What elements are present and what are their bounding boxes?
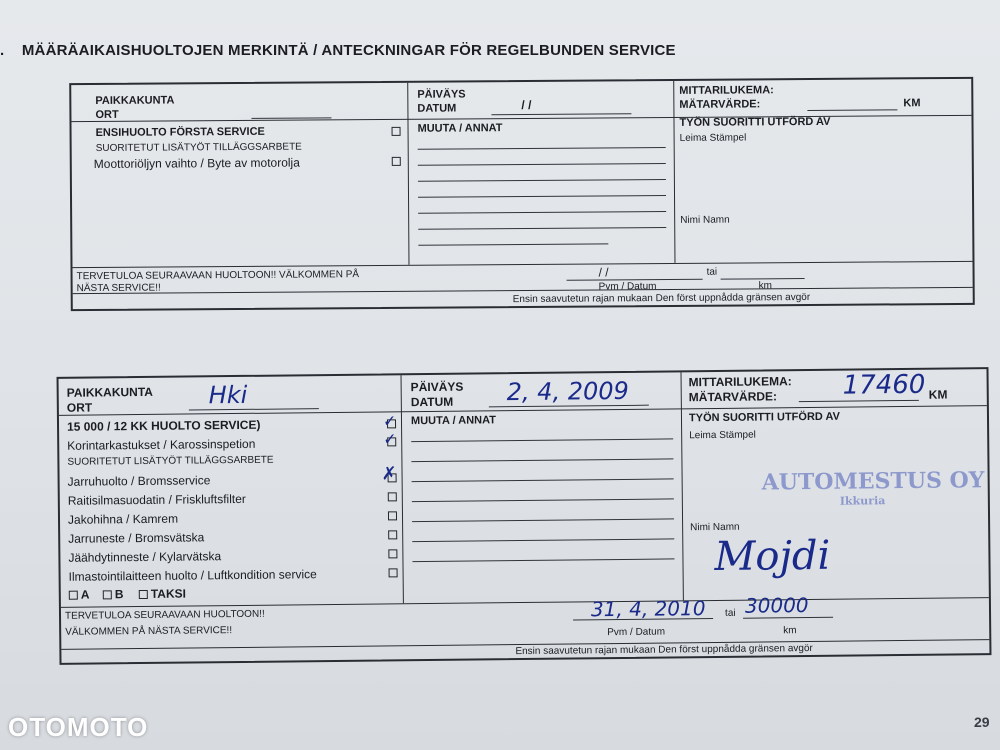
other-label: MUUTA / ANNAT <box>417 122 503 135</box>
or-label: tai <box>724 607 736 619</box>
other-line-3[interactable] <box>412 478 674 482</box>
odometer-unit: KM <box>903 97 921 110</box>
next-date-slashes: / / <box>598 265 609 280</box>
category-b-label: B <box>114 587 124 602</box>
body-inspection-label: Korintarkastukset / Karossinspetion <box>67 436 256 453</box>
checklist-item: Ilmastointilaitteen huolto / Luftkondition service <box>68 567 317 584</box>
next-service-date[interactable]: 31, 4, 2010 <box>590 596 706 622</box>
other-line-5[interactable] <box>418 211 666 214</box>
category-a-checkbox[interactable] <box>69 591 78 600</box>
other-line-2[interactable] <box>411 458 673 462</box>
place-value[interactable]: Hki <box>208 380 248 410</box>
odometer-unit: KM <box>928 387 948 402</box>
date-slashes: / / <box>521 97 532 113</box>
extra-work-title: SUORITETUT LISÄTYÖT TILLÄGGSARBETE <box>95 141 302 154</box>
oil-change-label: Moottoriöljyn vaihto / Byte av motorolja <box>93 155 300 171</box>
brake-checkmark-icon: ✗ <box>381 463 397 485</box>
odometer-field[interactable] <box>807 109 897 111</box>
other-line-1[interactable] <box>418 147 666 150</box>
welcome-line-2: NÄSTA SERVICE!! <box>76 282 161 295</box>
next-service-km[interactable]: 30000 <box>744 593 809 618</box>
place-label-sv: ORT <box>95 108 119 121</box>
signature: Mojdi <box>714 532 831 581</box>
welcome-line-1: TERVETULOA SEURAAVAAN HUOLTOON!! <box>64 608 265 622</box>
date-field[interactable] <box>491 113 631 115</box>
date-caption: Pvm / Datum <box>598 281 657 293</box>
date-caption: Pvm / Datum <box>607 626 666 639</box>
name-label: Nimi Namn <box>680 214 730 226</box>
body-checkmark-icon: ✓ <box>383 429 397 449</box>
heading-number: . <box>0 42 5 59</box>
next-km-underline <box>743 617 833 619</box>
first-service-checkbox[interactable] <box>392 127 401 136</box>
date-label-sv: DATUM <box>417 102 457 115</box>
checklist-checkbox[interactable] <box>388 530 397 539</box>
name-label: Nimi Namn <box>690 521 740 534</box>
odometer-value[interactable]: 17460 <box>842 369 926 401</box>
company-stamp-sub: Ikkuria <box>839 494 886 508</box>
km-caption: km <box>783 625 797 637</box>
checklist-checkbox[interactable] <box>388 549 397 558</box>
otomoto-watermark: OTOMOTO <box>8 712 149 742</box>
other-line-7[interactable] <box>412 558 674 562</box>
other-line-5[interactable] <box>412 518 674 522</box>
page-number: 29 <box>974 714 990 730</box>
welcome-line-1: TERVETULOA SEURAAVAAN HUOLTOON!! VÄLKOMMEN PÅ <box>76 269 360 283</box>
other-line-1[interactable] <box>411 438 673 442</box>
other-line-4[interactable] <box>412 498 674 502</box>
other-line-6[interactable] <box>412 538 674 542</box>
page-heading <box>0 42 676 59</box>
place-underline <box>189 408 319 410</box>
checklist-item: Jarruneste / Bromsvätska <box>68 530 205 546</box>
service-form-1 <box>69 77 975 311</box>
checklist-item: Jäähdytinneste / Kylarvätska <box>68 549 222 565</box>
first-reached-note: Ensin saavutetun rajan mukaan Den först uppnådda gränsen avgör <box>515 642 813 658</box>
stamp-label: Leima Stämpel <box>689 429 756 442</box>
place-label-sv: ORT <box>66 400 93 415</box>
date-label-fi: PÄIVÄYS <box>410 379 464 395</box>
other-label: MUUTA / ANNAT <box>410 414 496 428</box>
checklist-item: Raitisilmasuodatin / Friskluftsfilter <box>67 491 246 508</box>
checklist-item: Jarruhuolto / Bromsservice <box>67 473 211 489</box>
other-line-4[interactable] <box>418 195 666 198</box>
or-label: tai <box>706 266 718 278</box>
first-reached-note: Ensin saavutetun rajan mukaan Den först uppnådda gränsen avgör <box>512 291 811 306</box>
place-label-fi: PAIKKAKUNTA <box>66 384 153 400</box>
service-title: 15 000 / 12 KK HUOLTO SERVICE) <box>66 417 261 434</box>
checklist-checkbox[interactable] <box>388 511 397 520</box>
place-label-fi: PAIKKAKUNTA <box>95 94 175 107</box>
date-label-fi: PÄIVÄYS <box>417 88 466 101</box>
other-line-7[interactable] <box>418 243 608 245</box>
date-value[interactable]: 2, 4, 2009 <box>506 376 629 407</box>
odometer-label-fi: MITTARILUKEMA: <box>679 84 774 97</box>
date-label-sv: DATUM <box>410 394 454 410</box>
checklist-item: Jakohihna / Kamrem <box>67 511 179 527</box>
other-line-2[interactable] <box>418 163 666 166</box>
odometer-label-sv: MÄTARVÄRDE: <box>679 98 761 111</box>
other-line-3[interactable] <box>418 179 666 182</box>
checklist-checkbox[interactable] <box>389 568 398 577</box>
stamp-label: Leima Stämpel <box>679 132 747 144</box>
service-form-2 <box>57 367 992 665</box>
heading-text: MÄÄRÄAIKAISHUOLTOJEN MERKINTÄ / ANTECKNINGAR FÖR REGELBUNDEN SERVICE <box>21 42 676 59</box>
km-caption: km <box>758 280 773 292</box>
first-service-label: ENSIHUOLTO FÖRSTA SERVICE <box>95 125 265 139</box>
checklist-checkbox[interactable] <box>388 492 397 501</box>
odometer-underline <box>799 400 919 402</box>
category-taksi-label: TAKSI <box>150 586 186 601</box>
done-by-label: TYÖN SUORITTI UTFÖRD AV <box>679 115 831 129</box>
other-line-6[interactable] <box>418 227 666 230</box>
odometer-label-sv: MÄTARVÄRDE: <box>688 389 778 405</box>
category-taksi-checkbox[interactable] <box>139 590 148 599</box>
category-a-label: A <box>80 587 90 602</box>
company-stamp: AUTOMESTUS OY <box>761 467 985 496</box>
category-b-checkbox[interactable] <box>103 590 112 599</box>
oil-change-checkbox[interactable] <box>392 157 401 166</box>
welcome-line-2: VÄLKOMMEN PÅ NÄSTA SERVICE!! <box>65 625 233 638</box>
service-checkmark-icon: ✓ <box>382 411 397 431</box>
odometer-label-fi: MITTARILUKEMA: <box>688 374 792 390</box>
extra-work-title: SUORITETUT LISÄTYÖT TILLÄGGSARBETE <box>67 454 274 468</box>
done-by-label: TYÖN SUORITTI UTFÖRD AV <box>688 410 840 425</box>
